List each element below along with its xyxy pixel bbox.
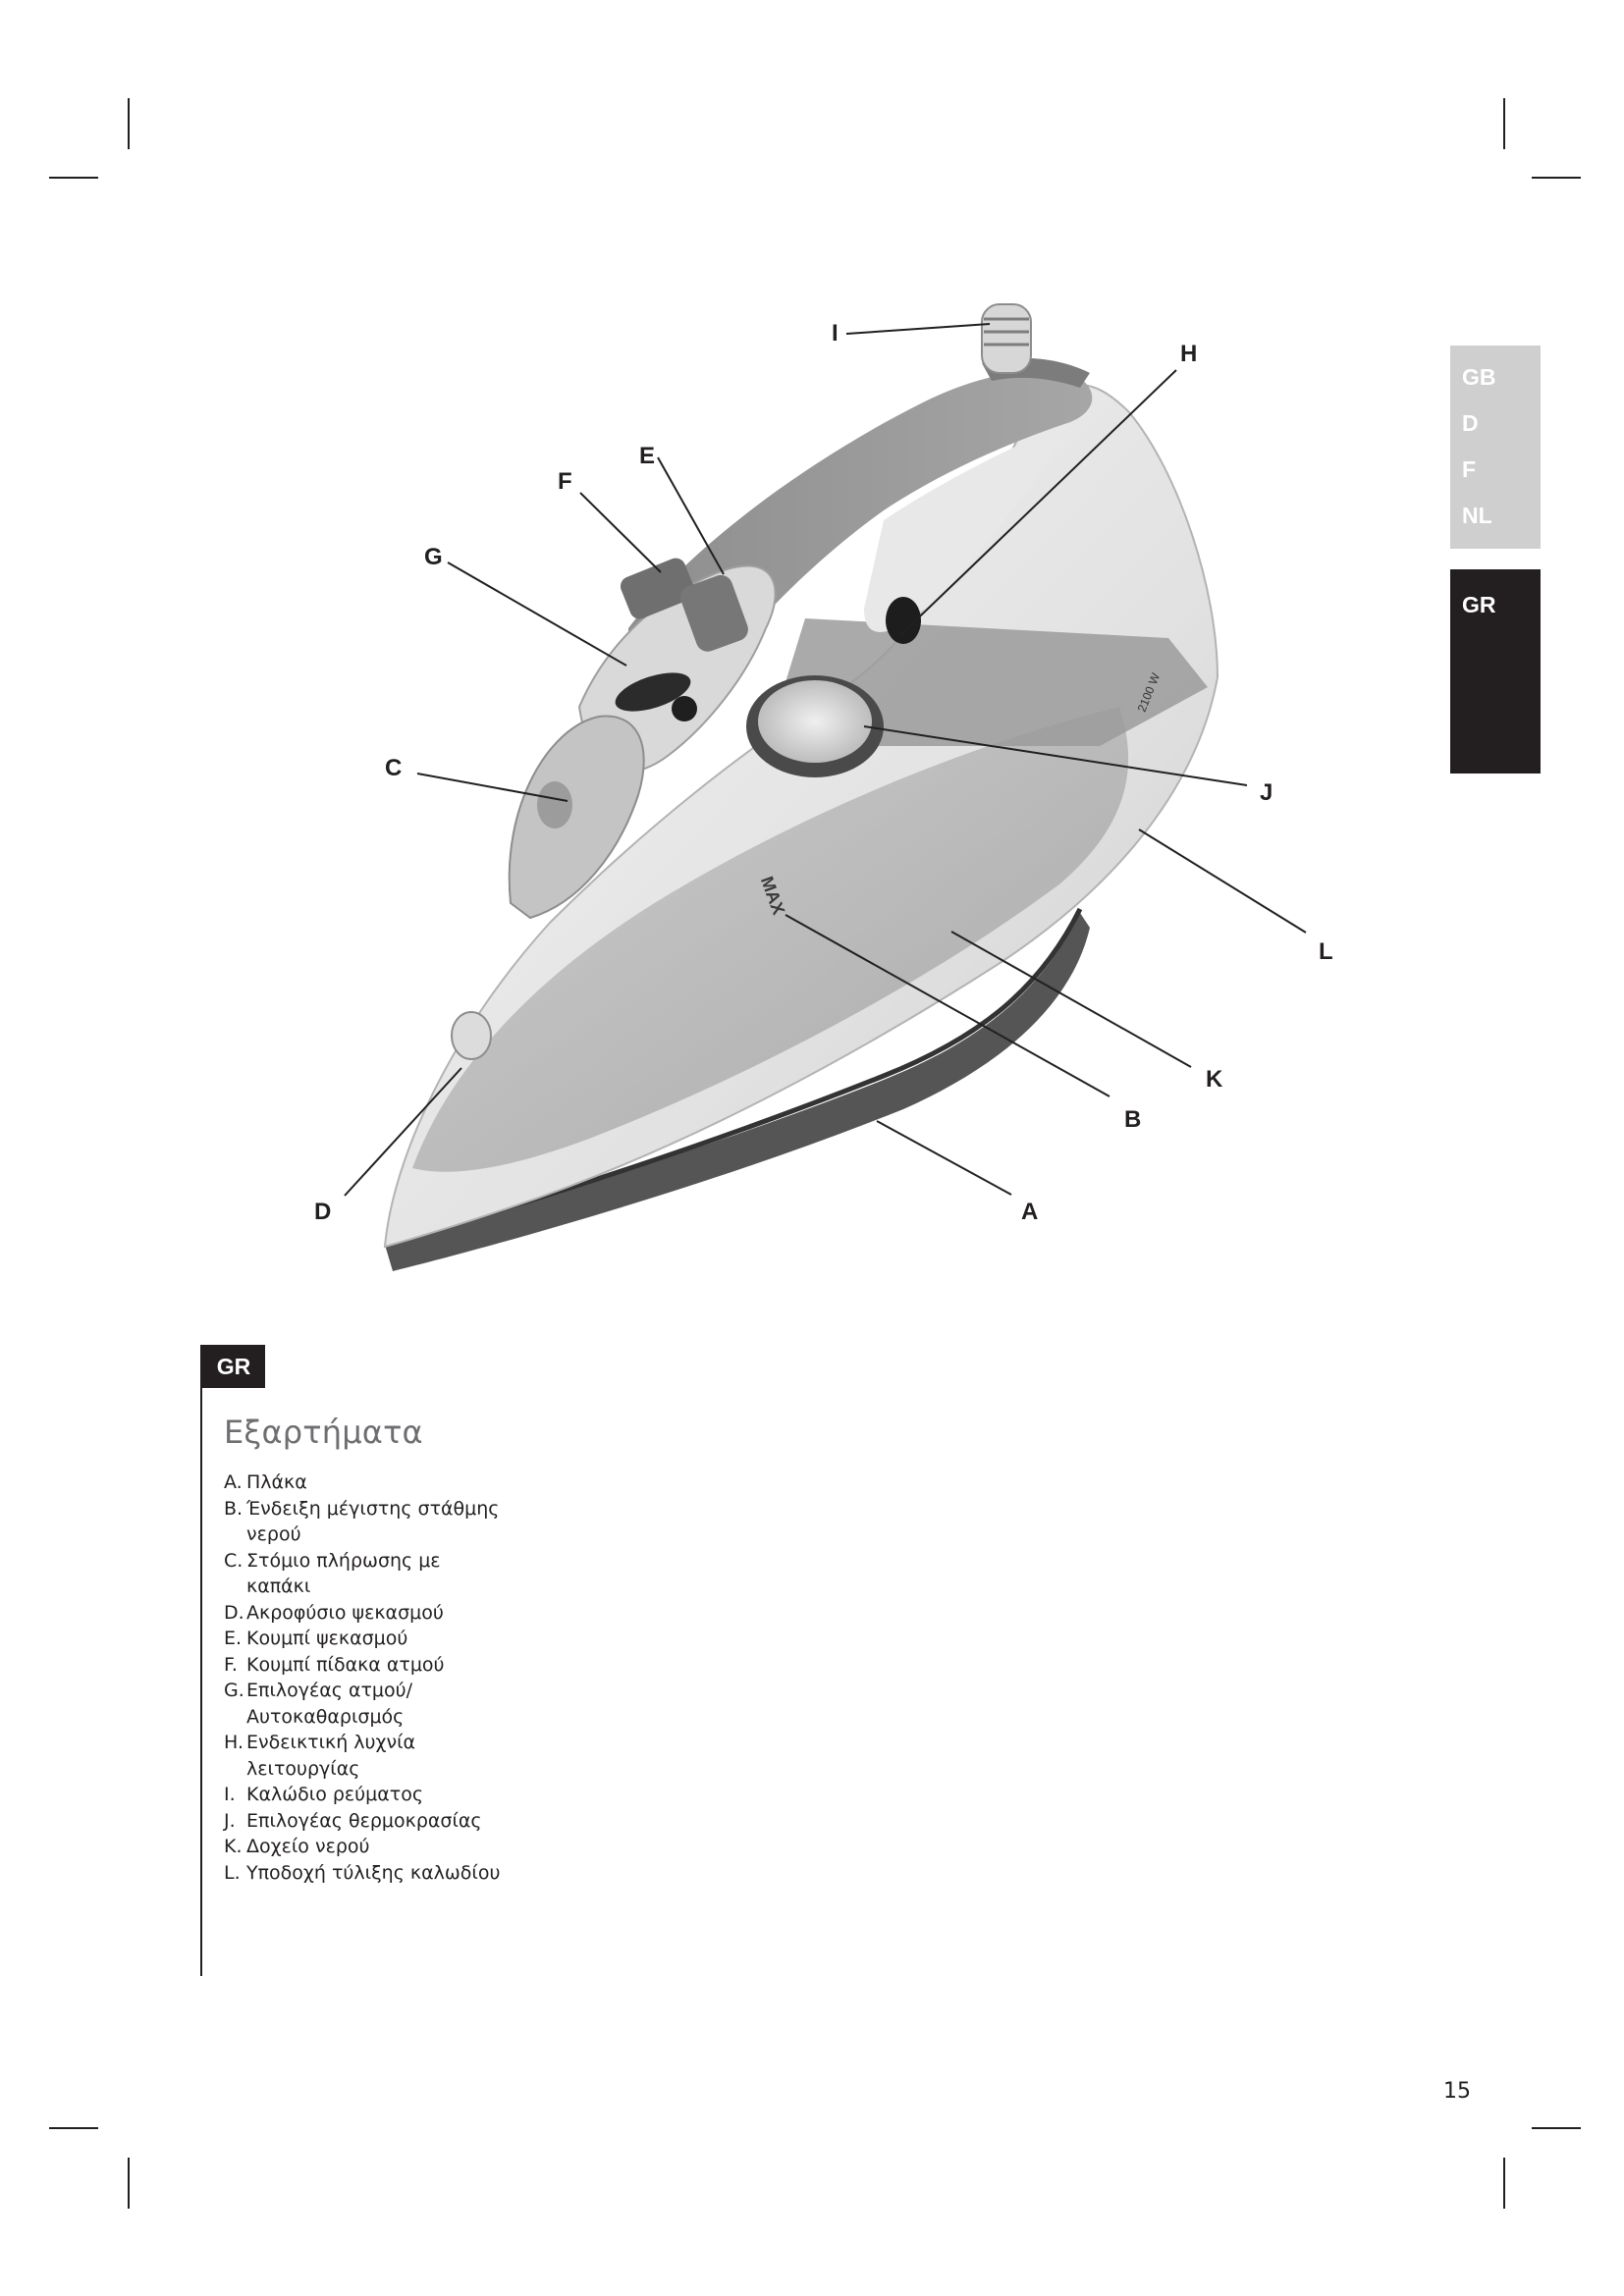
callout-j: J (1260, 779, 1273, 806)
crop-mark-bottom-right (1532, 2127, 1581, 2129)
language-tab-f[interactable]: F (1462, 456, 1477, 482)
language-tab-gr[interactable]: GR (1462, 592, 1496, 617)
callout-g: G (424, 544, 443, 570)
callout-d: D (314, 1199, 332, 1225)
crop-mark-bottom-left (49, 2127, 98, 2129)
crop-mark-bottom-right (1503, 2158, 1505, 2209)
language-tab-gb[interactable]: GB (1462, 364, 1496, 390)
language-tab-nl[interactable]: NL (1462, 503, 1492, 528)
list-item: A. Πλάκα (224, 1471, 307, 1493)
list-item: C. Στόμιο πλήρωσης με καπάκι (224, 1549, 441, 1597)
list-item: B. Ένδειξη μέγιστης στάθμης νερού (224, 1497, 500, 1545)
list-item: G. Επιλογέας ατμού/ Αυτοκαθαρισμός (224, 1680, 413, 1728)
callout-f: F (558, 468, 572, 495)
page-number: 15 (1443, 2079, 1471, 2104)
section-rule (200, 1345, 202, 1976)
power-rating-marking: 2100 W (1134, 670, 1164, 715)
list-item: F. Κουμπί πίδακα ατμού (224, 1653, 445, 1676)
crop-mark-bottom-left (128, 2158, 130, 2209)
list-item: I. Καλώδιο ρεύματος (224, 1784, 424, 1805)
list-item: L. Υποδοχή τύλιξης καλωδίου (224, 1861, 501, 1884)
section-language-badge: GR (202, 1345, 265, 1388)
callout-l: L (1319, 938, 1333, 965)
list-item: E. Κουμπί ψεκασμού (224, 1628, 408, 1649)
callout-a: A (1021, 1199, 1039, 1225)
parts-list (224, 1469, 548, 1886)
callout-e: E (639, 443, 656, 469)
callout-b: B (1124, 1106, 1142, 1133)
section-title: Εξαρτήματα (224, 1414, 423, 1451)
power-cord (982, 304, 1031, 373)
list-item: J. Επιλογέας θερμοκρασίας (224, 1809, 482, 1832)
list-item: K. Δοχείο νερού (224, 1836, 370, 1857)
max-marking: MAX (756, 874, 789, 918)
spray-nozzle-cap[interactable] (452, 1012, 491, 1059)
callout-i: I (832, 320, 839, 347)
callout-c: C (385, 755, 403, 781)
callout-h: H (1180, 341, 1198, 367)
language-tab-d[interactable]: D (1462, 410, 1479, 436)
callout-k: K (1206, 1066, 1223, 1093)
list-item: D. Ακροφύσιο ψεκασμού (224, 1601, 444, 1624)
list-item: H. Ενδεικτική λυχνία λειτουργίας (224, 1732, 416, 1780)
